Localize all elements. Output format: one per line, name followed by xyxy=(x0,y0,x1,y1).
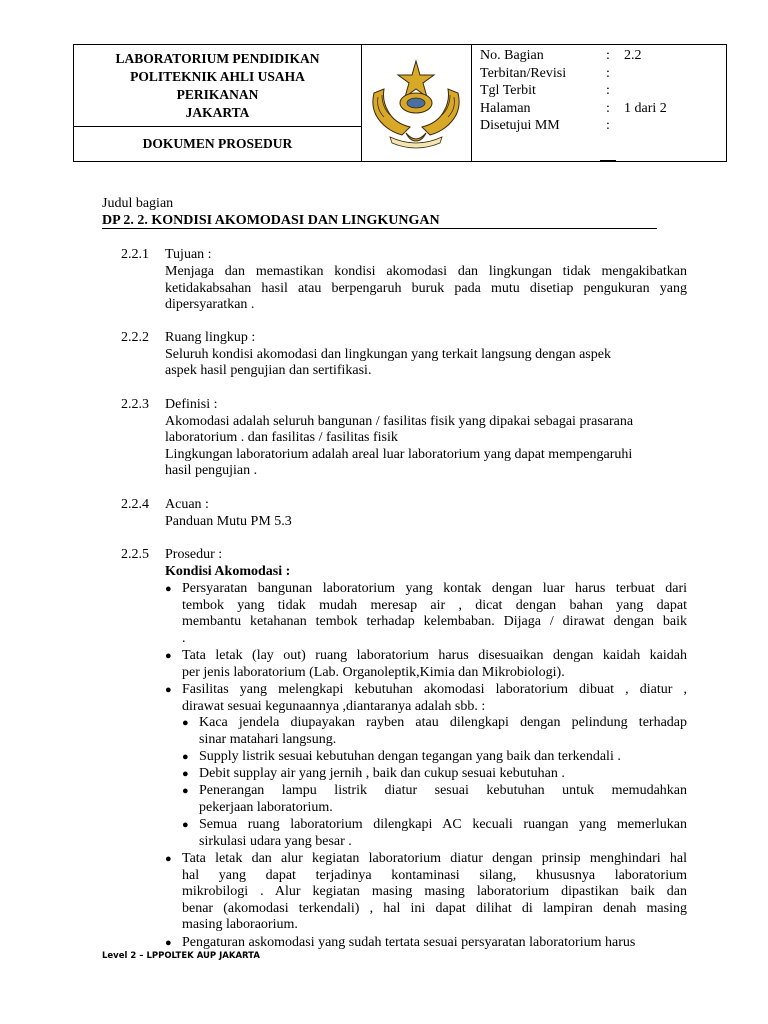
body-line: Menjaga dan memastikan kondisi akomodasi dan lingkungan tidak mengakibatkan xyxy=(165,264,687,279)
bullet-icon: ● xyxy=(182,751,189,763)
bullet-item xyxy=(182,581,687,647)
bullet-item xyxy=(182,851,687,934)
item-label: Prosedur : xyxy=(165,547,223,562)
body-line: ketidakabsahan hasil atau berpengaruh buruk pada mutu disetiap pengukuran yang xyxy=(165,280,687,296)
institution-line: JAKARTA xyxy=(185,105,250,120)
page-footer: Level 2 – LPPOLTEK AUP JAKARTA xyxy=(102,951,260,961)
body-line: sinar matahari langsung. xyxy=(199,731,337,747)
body-line: masing laboraorium. xyxy=(182,917,298,932)
body-line: Penerangan lampu listrik diatur sesuai kebutuhan untuk memudahkan xyxy=(199,783,687,798)
section-title: DP 2. 2. KONDISI AKOMODASI DAN LINGKUNGAN xyxy=(102,213,440,228)
sub-bullet-item xyxy=(199,783,687,816)
meta-row: Terbitan/Revisi : xyxy=(480,65,610,81)
body-line: laboratorium . dan fasilitas / fasilitas fisik xyxy=(165,430,398,445)
divider xyxy=(600,160,616,162)
item-label: Ruang lingkup : xyxy=(165,330,256,345)
bullet-item: Pengaturan askomodasi yang sudah tertata sesuai persyaratan laboratorium harus xyxy=(182,935,636,950)
institution-line: PERIKANAN xyxy=(176,87,259,102)
body-line: hasil pengujian . xyxy=(165,463,258,478)
body-line: mikrobilogi . Alur kegiatan masing masing laboratorium dipastikan baik dan xyxy=(182,884,687,899)
meta-key: Tgl Terbit xyxy=(480,83,536,98)
sub-bullet-item: Supply listrik sesuai kebutuhan dengan tegangan yang baik dan terkendali . xyxy=(199,749,621,764)
sub-bullet-item xyxy=(199,715,687,748)
body-line: Tata letak dan alur kegiatan laboratorium diatur dengan prinsip menghindari hal xyxy=(182,851,687,866)
item-label: Acuan : xyxy=(165,497,209,512)
bullet-item xyxy=(182,682,687,715)
title-underline xyxy=(102,228,657,229)
meta-value: 2.2 xyxy=(624,48,642,63)
body-line: aspek hasil pengujian dan sertifikasi. xyxy=(165,363,372,378)
institution-line: LABORATORIUM PENDIDIKAN xyxy=(115,51,320,66)
bullet-icon: ● xyxy=(165,937,172,949)
body-line: Akomodasi adalah seluruh bangunan / fasilitas fisik yang dipakai sebagai prasarana xyxy=(165,414,634,429)
bullet-icon: ● xyxy=(165,853,172,865)
sub-bullet-item: Debit supplay air yang jernih , baik dan cukup sesuai kebutuhan . xyxy=(199,766,565,781)
body-line: Fasilitas yang melengkapi kebutuhan akomodasi laboratorium dibuat , diatur , xyxy=(182,682,687,697)
body-line: dipersyaratkan . xyxy=(165,297,255,312)
meta-row: Disetujui MM : xyxy=(480,118,610,133)
bullet-icon: ● xyxy=(182,785,189,797)
item-number: 2.2.5 xyxy=(121,547,149,562)
institution-block xyxy=(74,45,362,127)
item-number: 2.2.4 xyxy=(121,497,149,512)
bullet-icon: ● xyxy=(182,768,189,780)
body-line: Tata letak (lay out) ruang laboratorium harus disesuaikan dengan kaidah kaidah xyxy=(182,648,687,663)
meta-row: Tgl Terbit : xyxy=(480,83,610,98)
institution-logo xyxy=(362,45,472,161)
document-meta xyxy=(480,47,768,135)
institution-line: POLITEKNIK AHLI USAHA xyxy=(130,69,305,84)
body-line: benar (akomodasi terkendali) , hal ini dapat dilihat di lampiran denah masing xyxy=(182,900,687,916)
item-label: Definisi : xyxy=(165,397,218,412)
bullet-icon: ● xyxy=(165,650,172,662)
meta-key: Halaman xyxy=(480,100,531,116)
body-line: membantu ketahanan tembok terhadap kelembaban. Dijaga / dirawat dengan baik xyxy=(182,614,687,629)
body-line: sirkulasi udara yang besar . xyxy=(199,833,352,849)
body-line: per jenis laboratorium (Lab. Organoleptik,Kimia dan Mikrobiologi). xyxy=(182,664,565,680)
body-line: Persyaratan bangunan laboratorium yang kontak dengan luar harus terbuat dari xyxy=(182,581,687,596)
body-line: tembok yang tidak mudah meresap air , dicat dengan bahan yang dapat xyxy=(182,597,687,613)
sub-bullet-item xyxy=(199,817,687,850)
meta-key: No. Bagian xyxy=(480,48,544,63)
body-line: pekerjaan laboratorium. xyxy=(199,799,333,815)
item-number: 2.2.2 xyxy=(121,330,149,345)
meta-key: Terbitan/Revisi xyxy=(480,65,567,81)
body-line: Kaca jendela diupayakan rayben atau dilengkapi dengan pelindung terhadap xyxy=(199,715,687,730)
body-line: hal yang dapat terjadinya kontaminasi silang, khususnya laboratorium xyxy=(182,867,687,883)
item-body xyxy=(165,264,687,314)
body-line: Seluruh kondisi akomodasi dan lingkungan yang terkait langsung dengan aspek xyxy=(165,347,611,362)
document-type: DOKUMEN PROSEDUR xyxy=(74,127,362,161)
document-header xyxy=(73,44,727,162)
body-line: dirawat sesuai kegunaannya ,diantaranya adalah sbb. : xyxy=(182,698,486,714)
item-label: Tujuan : xyxy=(165,247,212,262)
body-line: Panduan Mutu PM 5.3 xyxy=(165,514,292,529)
meta-value: 1 dari 2 xyxy=(624,100,667,116)
bullet-icon: ● xyxy=(165,583,172,595)
pre-title: Judul bagian xyxy=(102,196,174,211)
bullet-icon: ● xyxy=(182,717,189,729)
item-number: 2.2.1 xyxy=(121,247,149,262)
emblem-icon xyxy=(362,45,470,161)
item-number: 2.2.3 xyxy=(121,397,149,412)
body-line: Lingkungan laboratorium adalah areal luar laboratorium yang dapat mempengaruhi xyxy=(165,447,633,462)
meta-row: Halaman : 1 dari 2 xyxy=(480,100,667,116)
bullet-icon: ● xyxy=(165,684,172,696)
bullet-item xyxy=(182,648,687,681)
body-line: Semua ruang laboratorium dilengkapi AC kecuali ruangan yang memerlukan xyxy=(199,817,687,832)
meta-key: Disetujui MM xyxy=(480,118,560,133)
subheading: Kondisi Akomodasi : xyxy=(165,564,291,579)
bullet-icon: ● xyxy=(182,819,189,831)
body-line: . xyxy=(182,630,186,646)
meta-row: No. Bagian : 2.2 xyxy=(480,48,642,63)
